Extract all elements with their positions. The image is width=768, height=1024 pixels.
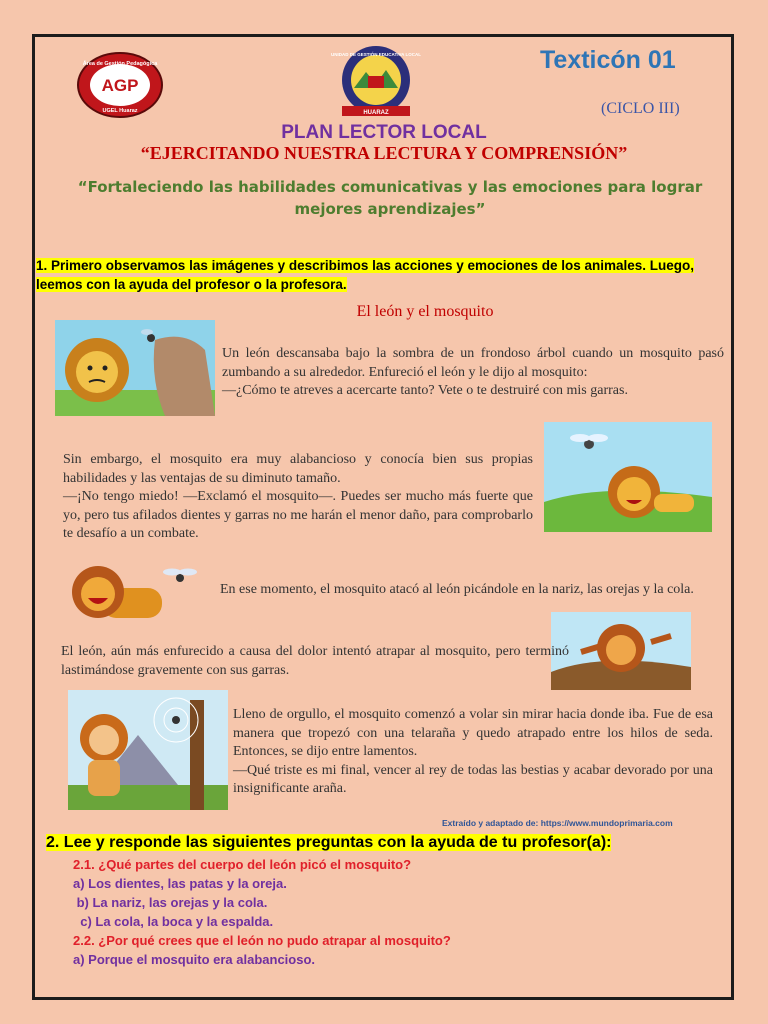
story-paragraph-3: En ese momento, el mosquito atacó al león picándole en la nariz, las orejas y la cola.	[220, 582, 694, 597]
source-credit: Extraído y adaptado de: https://www.mundoprimaria.com	[442, 818, 673, 828]
plan-subtitle: “EJERCITANDO NUESTRA LECTURA Y COMPRENSIÓN”	[140, 143, 628, 163]
agp-logo-top: Área de Gestión Pedagógica	[82, 61, 158, 67]
story-paragraph-1-dialogue: —¿Cómo te atreves a acercarte tanto? Vete o te destruiré con mis garras.	[222, 383, 628, 398]
mosquito-boasting-illustration	[544, 422, 712, 532]
story-paragraph-1-narration: Un león descansaba bajo la sombra de un frondoso árbol cuando un mosquito pasó zumbando a su alrededor. Enfureció el león y le dijo al mosquito:	[222, 346, 724, 380]
story-paragraph-2-narration: Sin embargo, el mosquito era muy alabancioso y conocía bien sus propias habilidades y las ventajas de su diminuto tamaño.	[63, 452, 533, 486]
question-2-1: 2.1. ¿Qué partes del cuerpo del león picó el mosquito?	[73, 857, 412, 872]
instruction-1	[36, 256, 724, 294]
question-2-2: 2.2. ¿Por qué crees que el león no pudo atrapar al mosquito?	[73, 933, 451, 948]
story-paragraph-1	[222, 345, 724, 401]
mosquito-attack-illustration	[62, 558, 210, 634]
question-2-1-option-b[interactable]: b) La nariz, las orejas y la cola.	[73, 895, 268, 910]
document-title: Texticón 01	[540, 46, 676, 74]
story-paragraph-5	[233, 706, 713, 799]
instruction-1-text: 1. Primero observamos las imágenes y describimos las acciones y emociones de los animales. Luego, leemos con la ayuda del profesor o la profesora.	[36, 258, 695, 292]
lion-clawing-illustration	[551, 612, 691, 690]
ugel-logo-ring: UNIDAD DE GESTIÓN EDUCATIVA LOCAL	[331, 52, 421, 57]
ugel-logo-banner: HUARAZ	[363, 110, 389, 116]
story-paragraph-2-dialogue: —¡No tengo miedo! —Exclamó el mosquito—. Puedes ser mucho más fuerte que yo, pero tus afilados dientes y garras no me harán el menor daño, para comprobarlo te desafío a un combate.	[63, 489, 533, 541]
questions-heading	[46, 834, 611, 852]
story-paragraph-2	[63, 451, 533, 544]
cycle-label: (CICLO III)	[601, 100, 680, 117]
plan-title: PLAN LECTOR LOCAL	[281, 122, 487, 143]
question-2-1-option-c[interactable]: c) La cola, la boca y la espalda.	[73, 914, 274, 929]
story-paragraph-5-dialogue: —Qué triste es mi final, vencer al rey de todas las bestias y acabar devorado por una insignificante araña.	[233, 762, 713, 796]
story-title: El león y el mosquito	[356, 303, 494, 320]
spider-web-illustration	[68, 690, 228, 810]
story-paragraph-5-narration: Lleno de orgullo, el mosquito comenzó a volar sin mirar hacia donde iba. Fue de esa manera que tropezó con una telaraña y quedo atrapado entre los hilos de seda. Entonces, se dijo entre lamentos.	[233, 707, 713, 759]
ugel-logo	[330, 44, 422, 120]
lion-resting-illustration	[55, 320, 215, 416]
story-paragraph-4: El león, aún más enfurecido a causa del dolor intentó atrapar al mosquito, pero terminó lastimándose gravemente con sus garras.	[61, 644, 569, 678]
agp-logo-bottom: UGEL Huaraz	[102, 108, 138, 114]
question-2-1-option-a[interactable]: a) Los dientes, las patas y la oreja.	[73, 876, 287, 891]
question-2-2-option-a[interactable]: a) Porque el mosquito era alabancioso.	[73, 952, 316, 967]
agp-logo-center: AGP	[101, 76, 139, 95]
agp-logo	[77, 52, 163, 118]
questions-heading-text: 2. Lee y responde las siguientes preguntas con la ayuda de tu profesor(a):	[46, 834, 612, 851]
motto: “Fortaleciendo las habilidades comunicativas y las emociones para lograr mejores aprendizajes”	[77, 178, 703, 218]
